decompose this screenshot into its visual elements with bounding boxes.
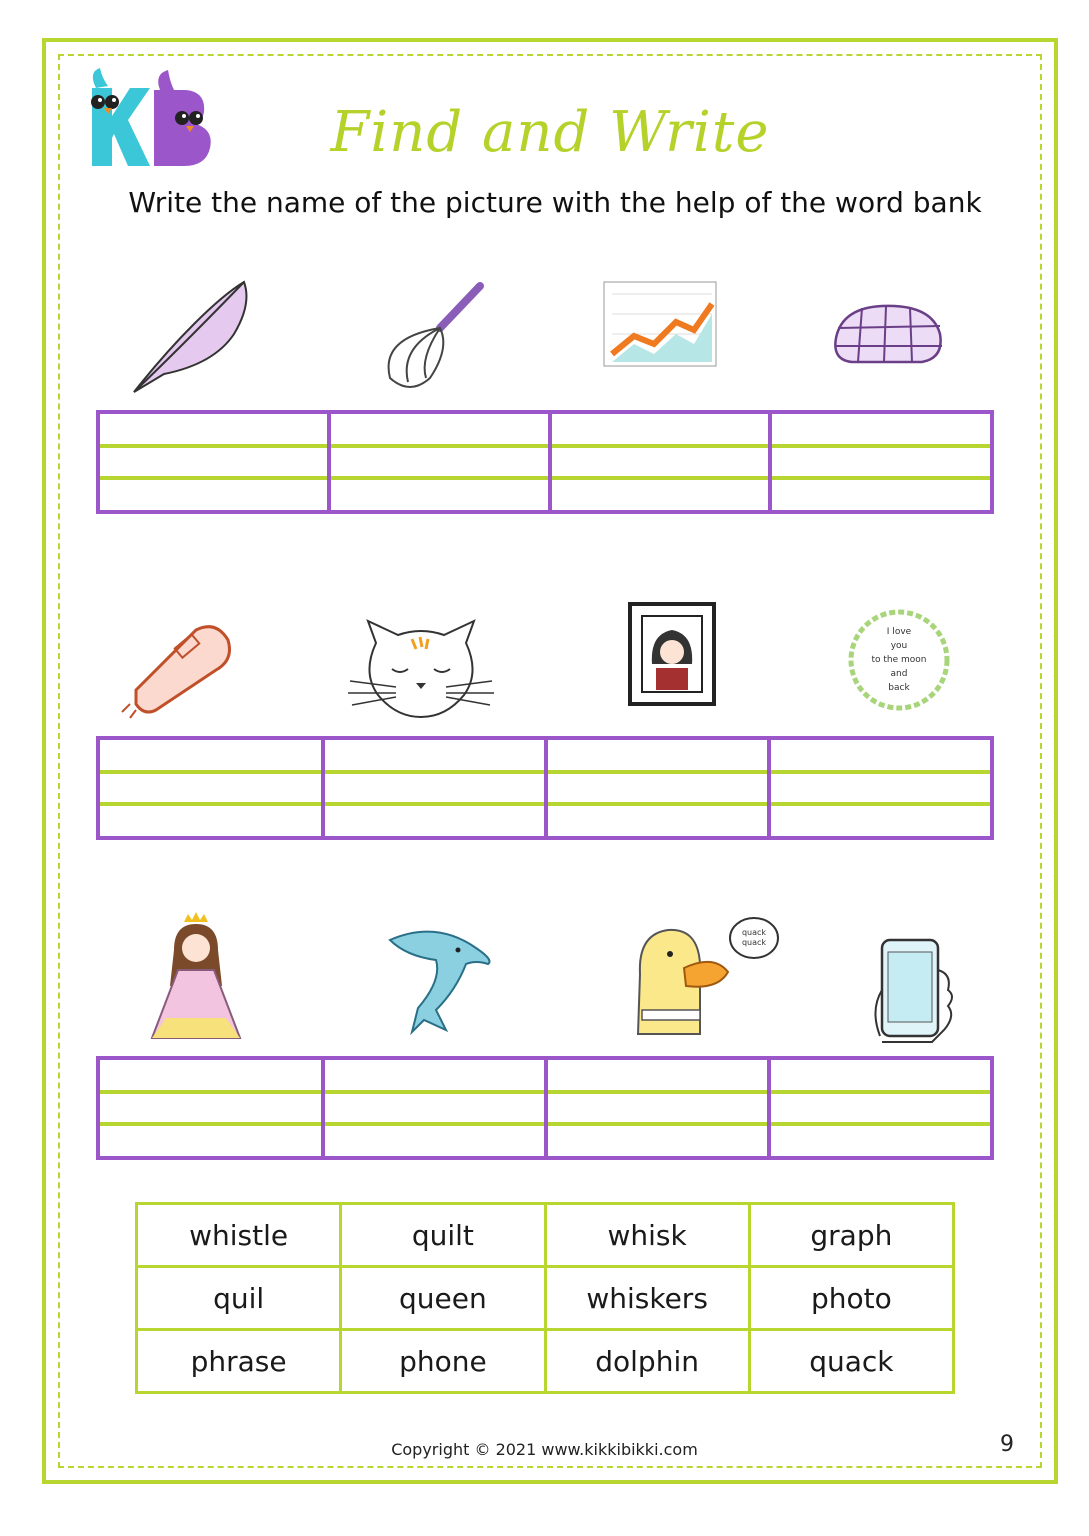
whistle-icon [116,600,246,720]
word-bank-cell: whisk [545,1204,749,1267]
feather-icon [124,274,254,394]
svg-text:to the moon: to the moon [871,655,927,665]
photo-frame-icon [604,594,734,714]
svg-text:back: back [888,683,910,693]
queen-icon [130,910,260,1044]
word-bank-cell: graph [749,1204,953,1267]
word-bank-row [137,1267,954,1330]
word-bank-cell: whiskers [545,1267,749,1330]
word-bank-cell: phone [341,1330,545,1393]
svg-text:you: you [890,641,908,651]
word-bank-cell: phrase [137,1330,341,1393]
whisk-icon [370,278,500,398]
phrase-icon [834,600,964,720]
word-bank-cell: queen [341,1267,545,1330]
word-bank-row [137,1330,954,1393]
quilt-icon [822,278,952,398]
word-bank-cell: quilt [341,1204,545,1267]
svg-text:quack: quack [741,928,767,937]
answer-grid-row-2[interactable] [96,736,994,840]
dolphin-icon [376,920,506,1040]
worksheet-title: Find and Write [330,100,770,165]
svg-text:quack: quack [741,938,767,947]
copyright-text: Copyright © 2021 www.kikkibikki.com [391,1440,698,1459]
word-bank-cell: whistle [137,1204,341,1267]
duck-quack-icon [624,914,784,1042]
word-bank-cell: quack [749,1330,953,1393]
phone-icon [852,930,982,1050]
page-number: 9 [1000,1432,1014,1457]
word-bank-row [137,1204,954,1267]
word-bank [135,1202,955,1394]
graph-icon [594,274,724,394]
answer-grid-row-3[interactable] [96,1056,994,1160]
answer-grid-row-1[interactable] [96,410,994,514]
word-bank-cell: photo [749,1267,953,1330]
worksheet-instructions: Write the name of the picture with the help of the word bank [128,186,982,219]
word-bank-cell: dolphin [545,1330,749,1393]
svg-text:I love: I love [886,627,912,637]
cat-whiskers-icon [356,608,486,728]
svg-text:and: and [890,669,908,679]
word-bank-cell: quil [137,1267,341,1330]
